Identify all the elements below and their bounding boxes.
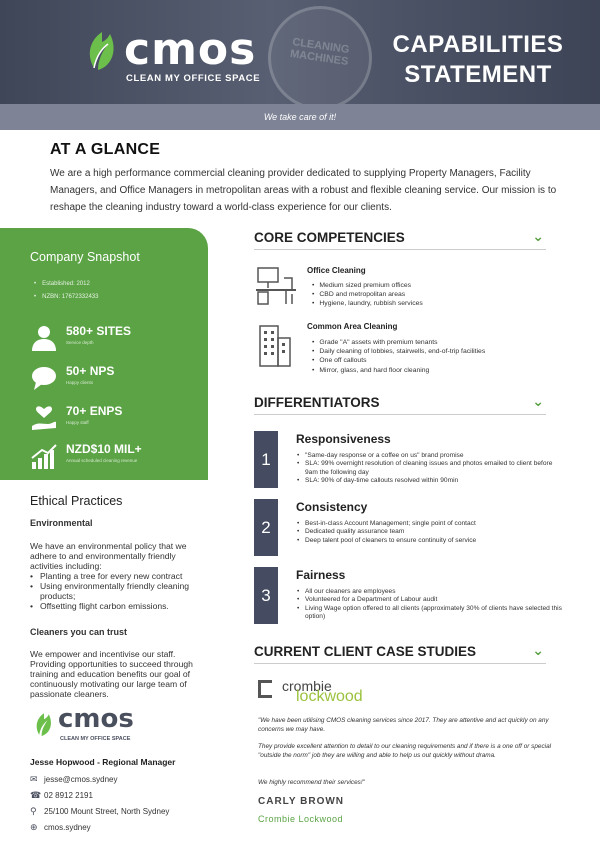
list-item: • SLA: 99% overnight resolution of cleaning issues and photos emailed to client before 9am the following day [297, 460, 567, 477]
logo-tagline: CLEAN MY OFFICE SPACE [126, 73, 261, 84]
ethical-heading: Ethical Practices [30, 494, 123, 508]
company-snapshot-panel [0, 228, 208, 480]
growth-chart-icon [30, 442, 58, 470]
page-title: CAPABILITIES STATEMENT [392, 31, 564, 88]
globe-icon: ⊕ [30, 822, 38, 832]
competency-list [312, 338, 485, 375]
seal-text: CLEANING MACHINES [289, 36, 351, 68]
list-item: • Dedicated quality assurance team [297, 528, 567, 536]
stat-enps: 70+ ENPS Happy staff [30, 404, 205, 438]
list-item: • "Same-day response or a coffee on us" brand promise [297, 452, 567, 460]
list-item: • Grade "A" assets with premium tenants [312, 338, 485, 347]
person-icon [30, 324, 58, 352]
differentiator-number: 1 [254, 431, 278, 488]
glance-paragraph: We are a high performance commercial cleaning provider dedicated to supplying Property Managers, Facility Managers, and Office Managers in metropolitan areas with a robust and flexible cleaning service. Our mission is to reshape the cleaning industry toward a world-class experience for our clients. [50, 168, 557, 213]
chevron-down-icon: ⌄ [532, 393, 544, 409]
list-item: • Medium sized premium offices [312, 281, 423, 290]
stat-revenue: NZD$10 MIL+ Annual scheduled cleaning revenue [30, 442, 205, 476]
list-item: • All our cleaners are employees [297, 588, 567, 596]
trust-text: We empower and incentivise our staff. Providing opportunities to succeed through training and education benefits our goal of continuously motivating our large team of passionate cleaners. [30, 649, 193, 699]
list-item: • Using environmentally friendly cleaning products; [30, 581, 210, 601]
list-item: • One off callouts [312, 356, 485, 365]
testimonial-paragraph: We highly recommend their services!" [258, 779, 365, 786]
crombie-lockwood-logo: crombie lockwood [258, 678, 388, 708]
competency-title: Common Area Cleaning [307, 322, 398, 331]
environmental-heading: Environmental [30, 518, 93, 528]
tagline-strip [0, 104, 600, 130]
differentiator-points [297, 520, 567, 545]
contact-name: Jesse Hopwood - Regional Manager [30, 757, 176, 767]
competency-list [312, 281, 423, 309]
differentiator-points [297, 452, 567, 486]
snapshot-heading: Company Snapshot [30, 250, 140, 264]
contact-website[interactable]: ⊕ cmos.sydney [30, 822, 91, 832]
case-studies-section-header: CURRENT CLIENT CASE STUDIES ⌄ [254, 642, 546, 664]
cmos-logo-small: cmos CLEAN MY OFFICE SPACE [32, 710, 192, 750]
list-item: • SLA: 90% of day-time callouts resolved within 90min [297, 477, 567, 485]
testimonial-author: CARLY BROWN [258, 796, 345, 807]
environmental-text: We have an environmental policy that we adhere to and environmentally friendly activities including: • Planting a tree for every new contract • Using environmentally friendly cleaning products; • Offsetting flight carbon emissions. [30, 541, 210, 611]
list-item: • CBD and metropolitan areas [312, 290, 423, 299]
list-item: • Volunteered for a Department of Labour audit [297, 596, 567, 604]
snapshot-facts [34, 278, 98, 304]
chevron-down-icon: ⌄ [532, 228, 544, 244]
fact-nzbn: • NZBN: 17672332433 [34, 291, 98, 304]
fact-established: • Established: 2012 [34, 278, 98, 291]
testimonial-paragraph: They provide excellent attention to detail to our cleaning requirements and if there is a one off or special "outside the norm" job they are willing and able to help us out quickly without drama. [258, 743, 552, 760]
stat-nps: 50+ NPS Happy clients [30, 364, 205, 398]
list-item: • Best-in-class Account Management; single point of contact [297, 520, 567, 528]
phone-icon: ☎ [30, 790, 42, 800]
stat-sites: 580+ SITES Service depth [30, 324, 205, 358]
crombie-mark-icon [258, 680, 272, 698]
list-item: • Mirror, glass, and hard floor cleaning [312, 366, 485, 375]
differentiators-section-header: DIFFERENTIATORS ⌄ [254, 393, 546, 415]
list-item: • Hygiene, laundry, rubbish services [312, 299, 423, 308]
list-item: • Planting a tree for every new contract [30, 571, 210, 581]
office-desk-icon [254, 264, 298, 308]
contact-phone[interactable]: ☎ 02 8912 2191 [30, 790, 93, 800]
leaf-icon [32, 710, 56, 738]
speech-bubble-icon [30, 364, 58, 392]
leaf-icon [82, 28, 122, 72]
list-item: • Living Wage option offered to all clients (approximately 30% of clients have selected this option) [297, 605, 567, 622]
differentiator-number: 2 [254, 499, 278, 556]
competencies-section-header: CORE COMPETENCIES ⌄ [254, 228, 546, 250]
contact-address: ⚲ 25/100 Mount Street, North Sydney [30, 806, 170, 816]
header-banner [0, 0, 600, 104]
location-pin-icon: ⚲ [30, 806, 37, 816]
testimonial-paragraph: "We have been utilising CMOS cleaning services since 2017. They are attentive and act quickly on any concerns we may have. [258, 717, 549, 734]
email-icon: ✉ [30, 774, 38, 784]
tagline-text: We take care of it! [263, 112, 337, 122]
differentiator-title: Fairness [296, 568, 346, 582]
differentiator-title: Consistency [296, 500, 368, 514]
glance-heading: AT A GLANCE [50, 141, 161, 158]
list-item: • Offsetting flight carbon emissions. [30, 601, 210, 611]
cmos-logo [82, 24, 272, 88]
competency-title: Office Cleaning [307, 266, 366, 275]
testimonial-company: Crombie Lockwood [258, 814, 344, 824]
logo-word: cmos [124, 24, 257, 75]
list-item: • Daily cleaning of lobbies, stairwells, end-of-trip facilities [312, 347, 485, 356]
trust-heading: Cleaners you can trust [30, 627, 128, 637]
differentiator-number: 3 [254, 567, 278, 624]
differentiator-points [297, 588, 567, 622]
contact-email[interactable]: ✉ jesse@cmos.sydney [30, 774, 118, 784]
chevron-down-icon: ⌄ [532, 642, 544, 658]
building-icon [254, 322, 298, 368]
heart-hand-icon [30, 404, 58, 432]
list-item: • Deep talent pool of cleaners to ensure continuity of service [297, 537, 567, 545]
differentiator-title: Responsiveness [296, 432, 391, 446]
